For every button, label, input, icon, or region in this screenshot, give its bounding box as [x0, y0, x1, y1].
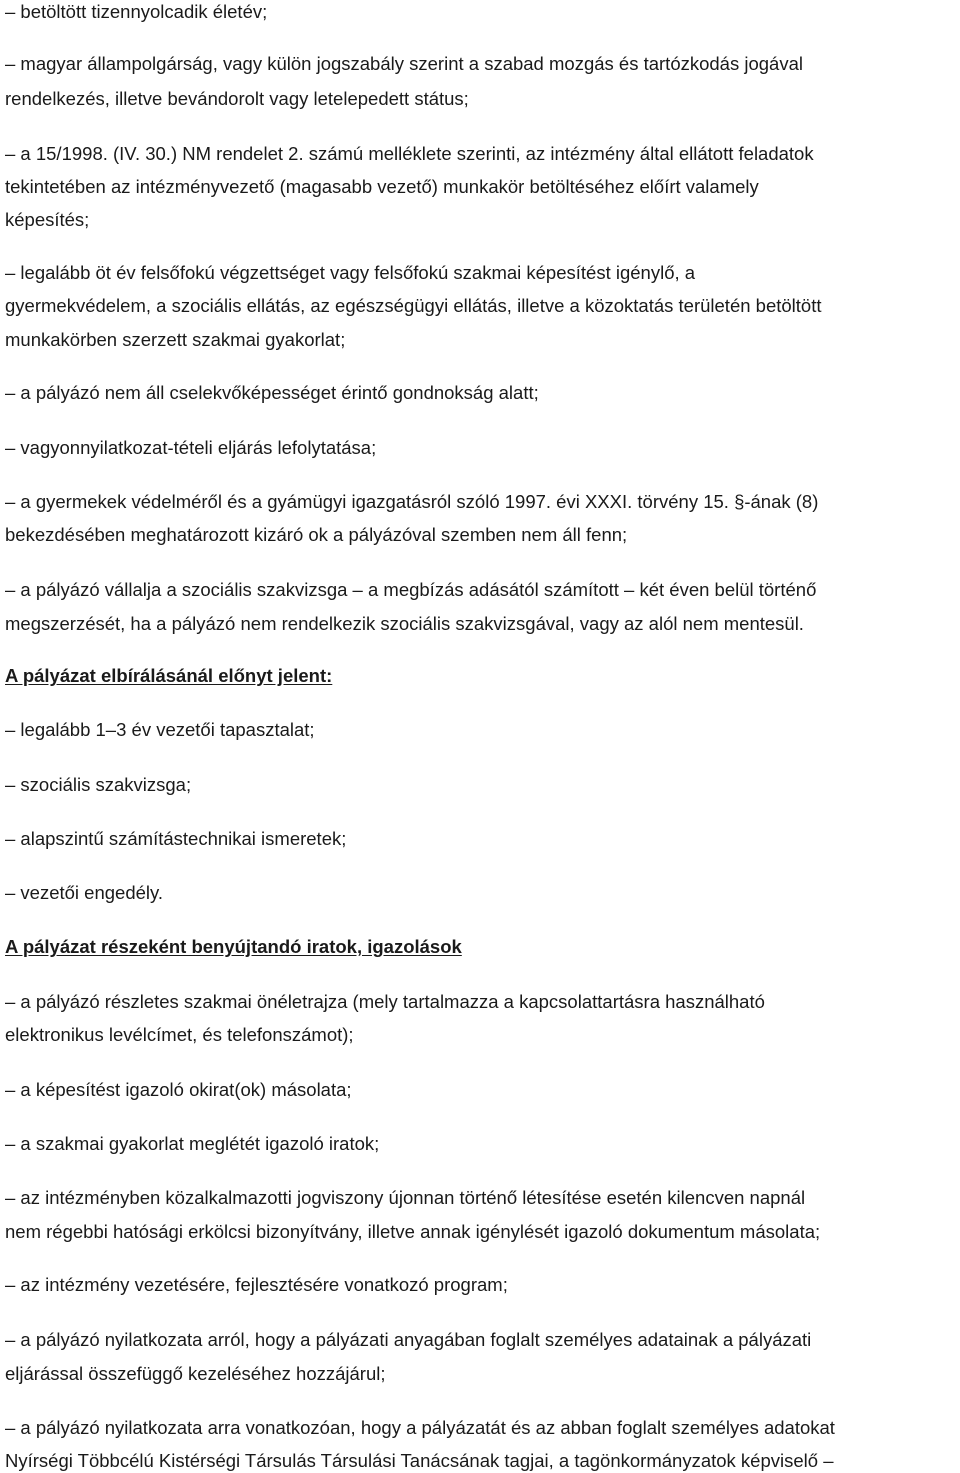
section-heading: A pályázat részeként benyújtandó iratok, igazolások	[5, 936, 462, 957]
section-heading: A pályázat elbírálásánál előnyt jelent:	[5, 665, 333, 686]
bullet-line: – az intézményben közalkalmazotti jogviszony újonnan történő létesítése esetén kilencven napnál	[5, 1187, 806, 1208]
bullet-line-continuation: Nyírségi Többcélú Kistérségi Társulás Társulási Tanácsának tagjai, a tagönkormányzatok képviselő –	[5, 1450, 834, 1471]
bullet-line: – a pályázó részletes szakmai önéletrajza (mely tartalmazza a kapcsolattartásra használható	[5, 991, 765, 1012]
bullet-line: – az intézmény vezetésére, fejlesztésére vonatkozó program;	[5, 1274, 508, 1295]
bullet-line-continuation: rendelkezés, illetve bevándorolt vagy letelepedett státus;	[5, 88, 469, 109]
bullet-line: – vezetői engedély.	[5, 882, 164, 903]
bullet-line: – a képesítést igazoló okirat(ok) másolata;	[5, 1079, 352, 1100]
bullet-line: – a szakmai gyakorlat meglétét igazoló iratok;	[5, 1133, 380, 1154]
bullet-line: – a gyermekek védelméről és a gyámügyi igazgatásról szóló 1997. évi XXXI. törvény 15. §-ának (8)	[5, 491, 819, 512]
bullet-line-continuation: eljárással összefüggő kezeléséhez hozzájárul;	[5, 1363, 386, 1384]
bullet-line: – magyar állampolgárság, vagy külön jogszabály szerint a szabad mozgás és tartózkodás jogával	[5, 53, 803, 74]
bullet-line-continuation: nem régebbi hatósági erkölcsi bizonyítvány, illetve annak igénylését igazoló dokumentum másolata;	[5, 1221, 821, 1242]
bullet-line-continuation: gyermekvédelem, a szociális ellátás, az egészségügyi ellátás, illetve a közoktatás területén betöltött	[5, 295, 822, 316]
bullet-line-continuation: bekezdésében meghatározott kizáró ok a pályázóval szemben nem áll fenn;	[5, 524, 628, 545]
bullet-line: – betöltött tizennyolcadik életév;	[5, 1, 268, 22]
bullet-line-continuation: megszerzését, ha a pályázó nem rendelkezik szociális szakvizsgával, vagy az alól nem mentesül.	[5, 613, 804, 634]
bullet-line: – a pályázó nem áll cselekvőképességet érintő gondnokság alatt;	[5, 382, 539, 403]
bullet-line: – alapszintű számítástechnikai ismeretek;	[5, 828, 347, 849]
bullet-line: – szociális szakvizsga;	[5, 774, 192, 795]
bullet-line-continuation: képesítés;	[5, 209, 90, 230]
bullet-line: – vagyonnyilatkozat-tételi eljárás lefolytatása;	[5, 437, 377, 458]
bullet-line: – a 15/1998. (IV. 30.) NM rendelet 2. számú melléklete szerinti, az intézmény által ellátott feladatok	[5, 143, 814, 164]
bullet-line: – legalább 1–3 év vezetői tapasztalat;	[5, 719, 315, 740]
bullet-line-continuation: munkakörben szerzett szakmai gyakorlat;	[5, 329, 346, 350]
bullet-line: – a pályázó vállalja a szociális szakvizsga – a megbízás adásától számított – két éven belül történő	[5, 579, 817, 600]
bullet-line: – legalább öt év felsőfokú végzettséget vagy felsőfokú szakmai képesítést igénylő, a	[5, 262, 696, 283]
bullet-line: – a pályázó nyilatkozata arról, hogy a pályázati anyagában foglalt személyes adatainak a pályázati	[5, 1329, 812, 1350]
bullet-line-continuation: elektronikus levélcímet, és telefonszámot);	[5, 1024, 354, 1045]
bullet-line: – a pályázó nyilatkozata arra vonatkozóan, hogy a pályázatát és az abban foglalt személyes adatokat	[5, 1417, 835, 1438]
bullet-line-continuation: tekintetében az intézményvezető (magasabb vezető) munkakör betöltéséhez előírt valamely	[5, 176, 759, 197]
